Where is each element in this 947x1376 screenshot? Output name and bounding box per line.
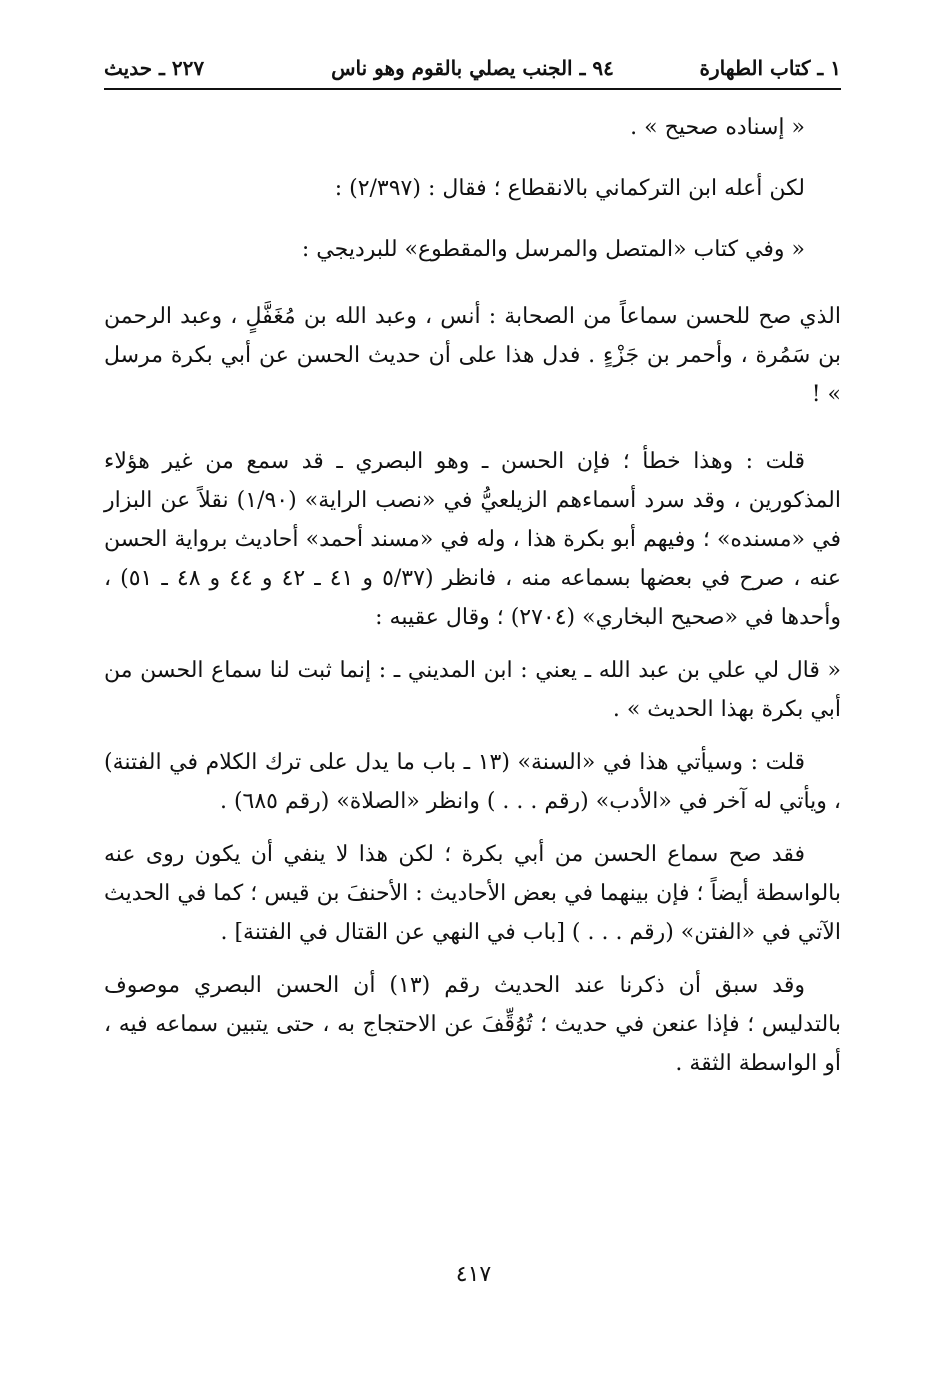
paragraph-5: قلت : وهذا خطأ ؛ فإن الحسن ـ وهو البصري ـ قد سمع من غير هؤلاء المذكورين ، وقد سرد أسماءهم الزيلعيُّ في «نصب الراية» (١/٩٠) نقلاً عن البزار في «مسنده» ؛ وفيهم أبو بكرة هذا ، وله في «مسند أحمد» أحاديث برواية الحسن عنه ، صرح في بعضها بسماعه منه ، فانظر (٥/٣٧ و ٤١ ـ ٤٢ و ٤٤ و ٤٨ ـ ٥١) ، وأحدها في «صحيح البخاري» (٢٧٠٤) ؛ وقال عقيبه :	[104, 449, 841, 630]
paragraph-9: وقد سبق أن ذكرنا عند الحديث رقم (١٣) أن الحسن البصري موصوف بالتدليس ؛ فإذا عنعن في حديث ؛ تُوُقِّفَ عن الاحتجاج به ، حتى يتبين سماعه فيه ، أو الواسطة الثقة .	[104, 973, 841, 1076]
header-book-title: ١ ـ كتاب الطهارة	[699, 56, 841, 80]
running-header	[104, 50, 841, 90]
paragraph-6: « قال لي علي بن عبد الله ـ يعني : ابن المديني ـ : إنما ثبت لنا سماع الحسن من أبي بكرة بهذا الحديث » .	[104, 658, 841, 722]
paragraph-2: لكن أعله ابن التركماني بالانقطاع ؛ فقال : (٢/٣٩٧) :	[334, 176, 805, 201]
header-chapter-title: ٩٤ ـ الجنب يصلي بالقوم وهو ناس	[331, 56, 614, 80]
page-number: ٤١٧	[455, 1262, 492, 1287]
paragraph-8: فقد صح سماع الحسن من أبي بكرة ؛ لكن هذا لا ينفي أن يكون روى عنه بالواسطة أيضاً ؛ فإن بينهما في بعض الأحاديث : الأحنفَ بن قيس ؛ كما في الحديث الآتي في «الفتن» (رقم . . . ) [باب في النهي عن القتال في الفتنة] .	[104, 842, 841, 945]
page-body	[104, 108, 841, 1083]
paragraph-4: الذي صح للحسن سماعاً من الصحابة : أنس ، وعبد الله بن مُغَفَّلٍ ، وعبد الرحمن بن سَمُرة ، وأحمر بن جَزْءٍ . فدل هذا على أن حديث الحسن عن أبي بكرة مرسل » !	[104, 304, 841, 407]
paragraph-3: « وفي كتاب «المتصل والمرسل والمقطوع» للبرديجي :	[301, 237, 805, 262]
paragraph-1: « إسناده صحيح » .	[630, 115, 805, 140]
header-hadith-number: ٢٢٧ ـ حديث	[104, 56, 205, 80]
page	[104, 50, 841, 1083]
paragraph-7: قلت : وسيأتي هذا في «السنة» (١٣ ـ باب ما يدل على ترك الكلام في الفتنة) ، ويأتي له آخر في «الأدب» (رقم . . . ) وانظر «الصلاة» (رقم ٦٨٥) .	[104, 750, 841, 814]
